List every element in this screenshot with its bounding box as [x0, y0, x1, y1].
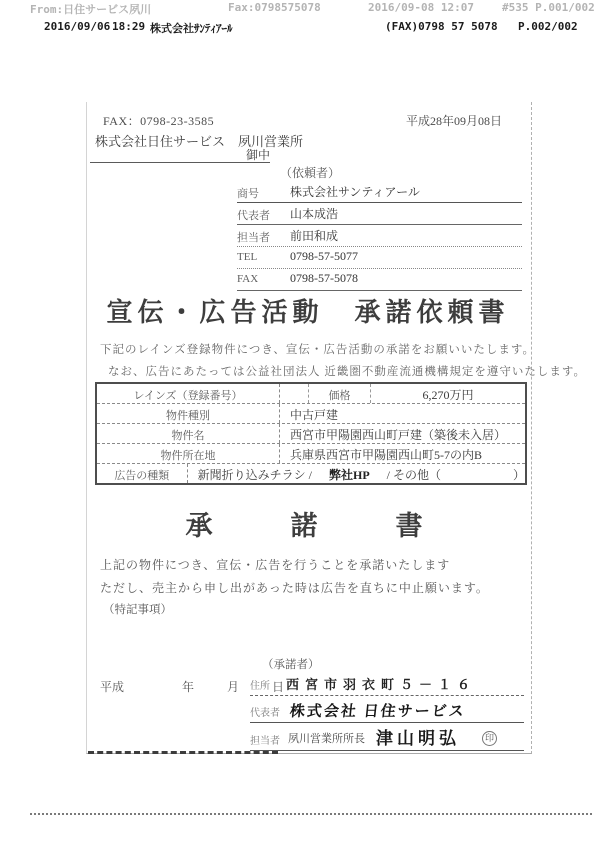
row-label: 物件名 — [97, 424, 280, 443]
row-value — [188, 464, 525, 483]
acceptor-address-row — [250, 672, 524, 696]
requester-row-representative — [237, 203, 522, 225]
year-label: 年 — [182, 680, 195, 694]
requester-fields — [237, 181, 522, 291]
recipient-underline — [90, 162, 270, 163]
field-label: 住所 — [250, 681, 270, 692]
intro-sentence-2: なお、広告にあたっては公益社団法人 近畿圏不動産流通機構規定を遵守いたします。 — [108, 366, 586, 378]
acceptor-fields — [250, 672, 524, 751]
field-label: TEL — [237, 251, 258, 263]
consent-sentence-1: 上記の物件につき、宣伝・広告を行うことを承諾いたします — [100, 558, 451, 572]
row-value: 兵庫県西宮市甲陽園西山町5-7の内B — [290, 448, 483, 462]
handwritten-address: 西宮市羽衣町５－１６ — [286, 677, 477, 692]
property-table — [95, 382, 527, 485]
row-label: レインズ（登録番号） — [97, 384, 280, 403]
row-value-blank — [280, 384, 309, 403]
document-title: 宣伝・広告活動 承諾依頼書 — [106, 298, 510, 327]
consent-title: 承 諾 書 — [185, 511, 431, 541]
table-row-property-address — [97, 443, 525, 463]
fax-header-datetime: 2016/09-08 12:07 — [368, 1, 474, 14]
consent-sentence-2: ただし、売主から申し出があった時は広告を直ちに中止願います。 — [100, 581, 489, 595]
era-label: 平成 — [100, 680, 125, 694]
form-border-bottom-dash — [88, 751, 278, 754]
field-label: 代表者 — [250, 708, 280, 719]
fax-header-page-counter: #535 P.001/002 — [502, 1, 595, 14]
table-row-ad-type — [97, 463, 525, 483]
handwritten-company: 株式会社 日住サービス — [289, 704, 467, 720]
table-row-property-name — [97, 423, 525, 443]
field-label: 担当者 — [250, 736, 280, 747]
recipient-honorific: 御中 — [246, 148, 271, 162]
requester-row-contact — [237, 225, 522, 247]
row-value: 西宮市甲陽園西山町戸建（築後未入居） — [290, 428, 507, 442]
price-value: 6,270万円 — [422, 388, 474, 402]
field-label: 代表者 — [237, 210, 270, 222]
fax-stamp-time: 18:29 — [112, 20, 146, 33]
requester-heading: （依頼者） — [280, 166, 341, 180]
field-label: 担当者 — [237, 232, 270, 244]
ad-type-other: / その他（ ） — [386, 468, 525, 482]
requester-row-fax — [237, 269, 522, 291]
handwritten-manager-name: 津山明弘 — [376, 729, 460, 748]
fax-stamp-fax-number: (FAX)0798 57 5078 — [385, 20, 498, 33]
fax-stamp-page: P.002/002 — [518, 20, 578, 33]
row-label: 物件所在地 — [97, 444, 280, 463]
document-date: 平成28年09月08日 — [406, 114, 503, 128]
table-row-property-type — [97, 403, 525, 423]
field-value: 前田和成 — [290, 229, 339, 243]
fax-header-fax-number: Fax:0798575078 — [228, 1, 321, 14]
day-label: 日 — [272, 680, 285, 694]
destination-fax-number: FAX：0798-23-3585 — [103, 114, 215, 128]
fax-header-from: From:日住サービス夙川 — [30, 3, 152, 16]
field-label: FAX — [237, 273, 259, 285]
special-notes-label: （特記事項） — [103, 604, 172, 616]
manager-title: 夙川営業所所長 — [288, 733, 365, 745]
recipient-company: 株式会社日住サービス 夙川営業所 — [95, 134, 304, 149]
acceptor-heading: （承諾者） — [262, 659, 320, 671]
field-value: 0798-57-5077 — [290, 249, 358, 263]
field-label: 商号 — [237, 188, 259, 200]
fax-stamp-sender: 株式会社ｻﾝﾃｨｱｰﾙ — [150, 23, 233, 35]
row-label: 広告の種類 — [97, 464, 188, 483]
acceptor-manager-row — [250, 723, 524, 751]
row-value: 中古戸建 — [290, 408, 339, 422]
price-label: 価格 — [309, 384, 371, 403]
seal-mark-icon: 印 — [482, 731, 497, 746]
table-row-reins — [97, 384, 525, 403]
acceptor-representative-row — [250, 696, 524, 723]
bottom-dotted-line — [30, 813, 592, 815]
requester-row-company — [237, 181, 522, 203]
field-value: 0798-57-5078 — [290, 271, 358, 285]
intro-sentence-1: 下記のレインズ登録物件につき、宣伝・広告活動の承諾をお願いいたします。 — [100, 344, 535, 356]
fax-stamp-date: 2016/09/06 — [44, 20, 111, 33]
ad-type-flyer: 新聞折り込みチラシ / — [197, 468, 312, 482]
field-value: 株式会社サンティアール — [290, 185, 420, 199]
requester-row-tel — [237, 247, 522, 269]
field-value: 山本成浩 — [290, 207, 339, 221]
row-label: 物件種別 — [97, 404, 280, 423]
ad-type-website: 弊社HP — [328, 468, 370, 482]
month-label: 月 — [227, 680, 240, 694]
